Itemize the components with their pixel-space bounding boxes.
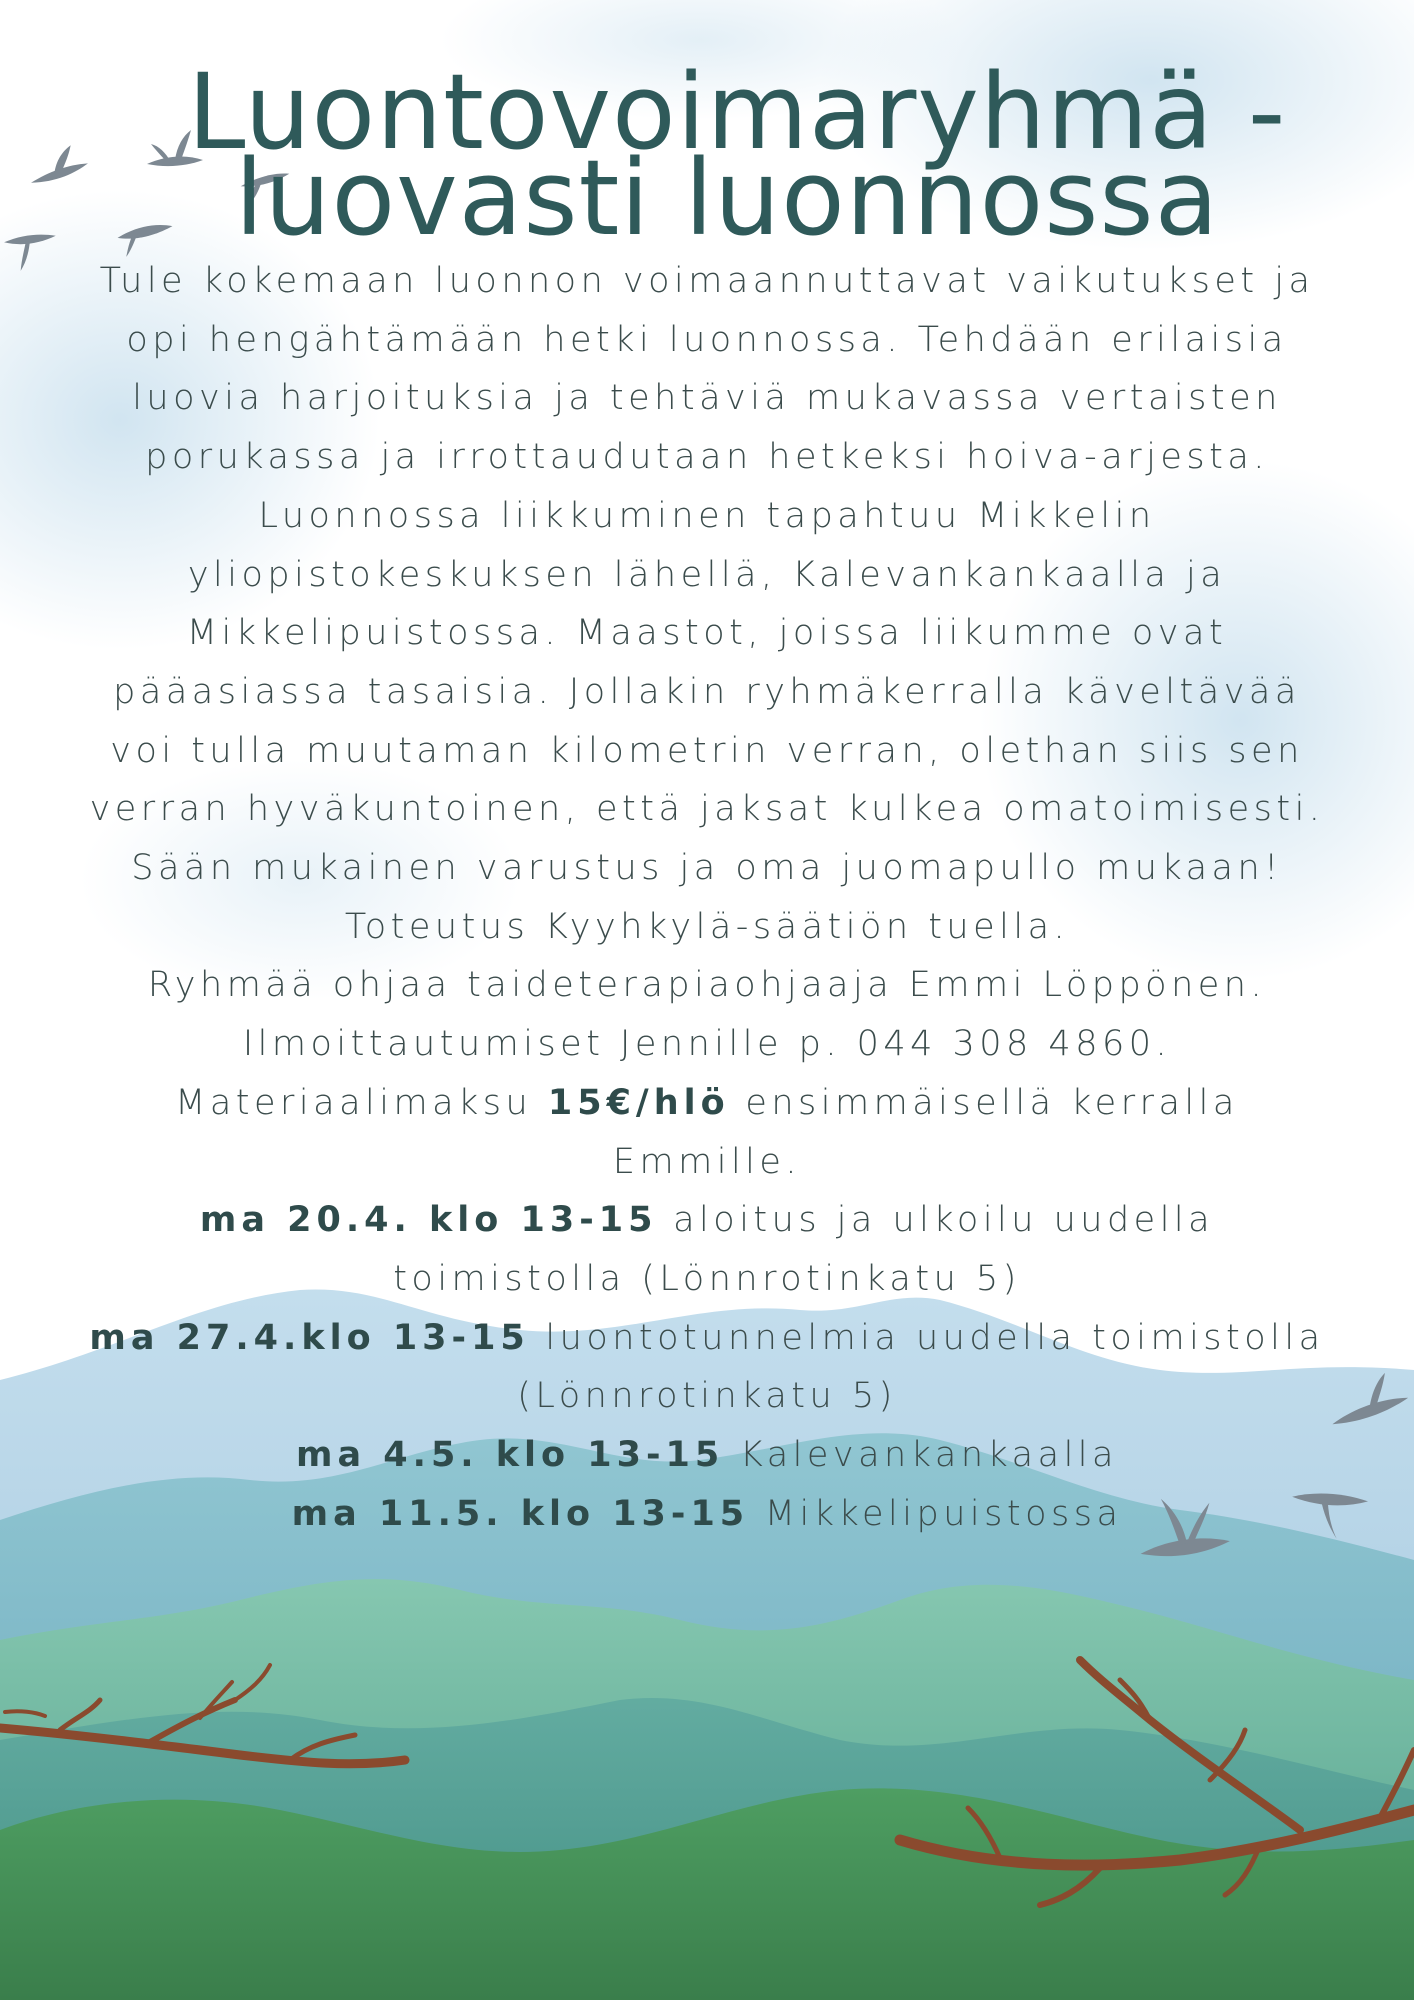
schedule-activity: Mikkelipuistossa <box>764 1493 1123 1534</box>
schedule-date: ma 20.4. klo 13-15 <box>199 1200 658 1241</box>
schedule-activity: luontotunnelmia uudella toimistolla (Lönnrotinkatu 5) <box>517 1317 1325 1417</box>
schedule-date: ma 27.4.klo 13-15 <box>89 1317 530 1358</box>
instructor-line: Ryhmää ohjaa taideterapiaohjaaja Emmi Löppönen. <box>147 965 1267 1006</box>
registration-line: Ilmoittautumiset Jennille p. 044 308 4860. <box>242 1024 1172 1065</box>
schedule-item <box>80 1426 1334 1485</box>
schedule-item <box>80 1309 1334 1426</box>
fee-prefix: Materiaalimaksu <box>175 1082 533 1123</box>
schedule-date: ma 4.5. klo 13-15 <box>296 1435 725 1476</box>
support-line: Toteutus Kyyhkylä-säätiön tuella. <box>344 906 1070 947</box>
body-text <box>80 252 1334 1543</box>
schedule-activity: aloitus ja ulkoilu uudella toimistolla (Lönnrotinkatu 5) <box>393 1200 1215 1299</box>
fee-line <box>80 1074 1334 1191</box>
fee-suffix: ensimmäisellä kerralla Emmille. <box>612 1082 1239 1182</box>
schedule-activity: Kalevankankaalla <box>739 1435 1118 1476</box>
fee-amount: 15€/hlö <box>547 1082 730 1123</box>
schedule-date: ma 11.5. klo 13-15 <box>291 1493 750 1534</box>
intro-paragraph: Tule kokemaan luonnon voimaannuttavat vaikutukset ja opi hengähtämään hetki luonnossa. Tehdään erilaisia luovia harjoituksia ja tehtäviä mukavassa vertaisten porukassa ja irrottaudutaan hetkeksi hoiva-arjesta. <box>99 261 1315 478</box>
schedule-list <box>80 1191 1334 1543</box>
title-line-1: Luontovoimaryhmä - <box>187 51 1287 173</box>
route-paragraph: Luonnossa liikkuminen tapahtuu Mikkelin yliopistokeskuksen lähellä, Kalevankankaalla ja Mikkelipuistossa. Maastot, joissa liikumme ovat pääasiassa tasaisia. Jollakin ryhmäkerralla käveltävää voi tulla muutaman kilometrin verran, olethan siis sen verran hyväkuntoinen, että jaksat kulkea omatoimisesti. Sään mukainen varustus ja oma juomapullo mukaan! <box>89 495 1325 889</box>
title-line-2: luovasti luonnossa <box>234 137 1220 259</box>
schedule-item <box>80 1485 1334 1544</box>
schedule-item <box>80 1191 1334 1308</box>
